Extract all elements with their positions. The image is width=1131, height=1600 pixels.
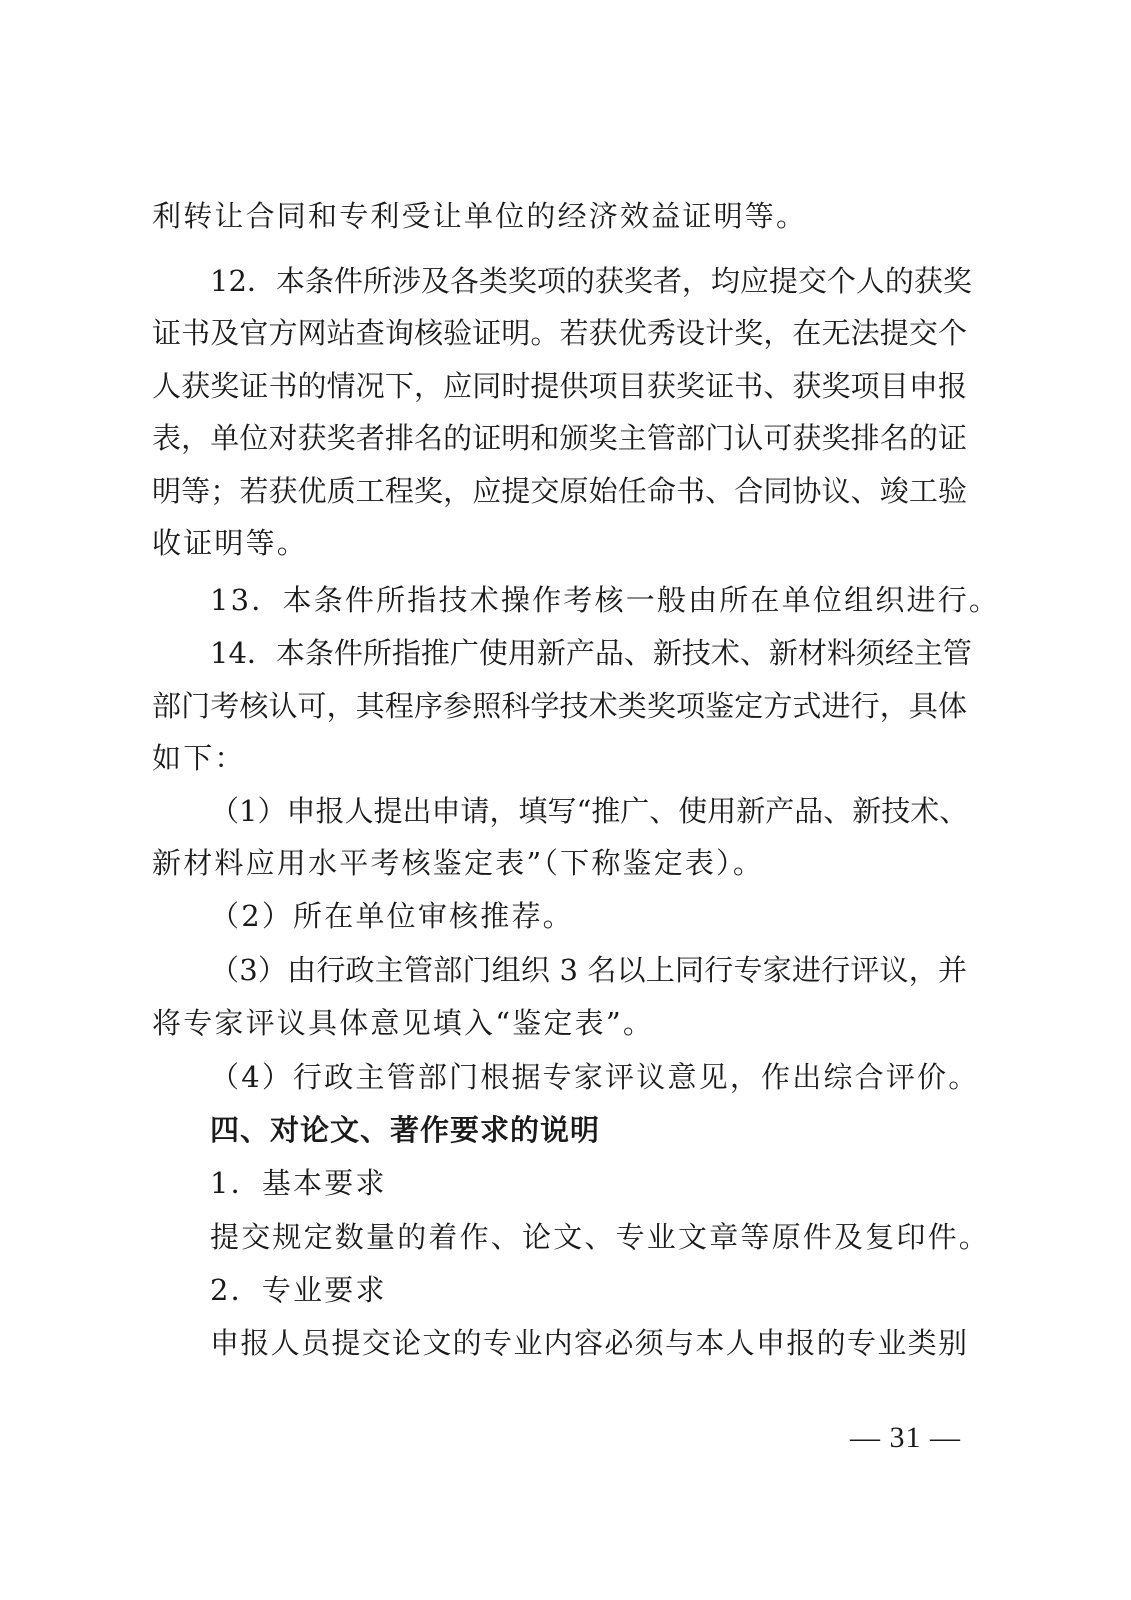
body-line: 证书及官方网站查询核验证明。若获优秀设计奖，在无法提交个 — [152, 316, 967, 350]
body-line: 申报人员提交论文的专业内容必须与本人申报的专业类别 — [210, 1326, 967, 1360]
body-line: 表，单位对获奖者排名的证明和颁奖主管部门认可获奖排名的证 — [152, 421, 967, 455]
subheading-basic-requirements: 1．基本要求 — [210, 1166, 387, 1200]
body-line: 收证明等。 — [152, 526, 309, 560]
sub-item-1-line: （1）申报人提出申请，填写“推广、使用新产品、新技术、 — [210, 794, 969, 828]
body-line: 提交规定数量的着作、论文、专业文章等原件及复印件。 — [210, 1220, 991, 1254]
subheading-professional-requirements: 2．专业要求 — [210, 1273, 387, 1307]
item-13-line: 13．本条件所指技术操作考核一般由所在单位组织进行。 — [210, 583, 1001, 617]
item-12-line: 12．本条件所涉及各类奖项的获奖者，均应提交个人的获奖 — [210, 264, 972, 298]
body-line: 新材料应用水平考核鉴定表”（下称鉴定表）。 — [152, 846, 765, 880]
sub-item-2-line: （2）所在单位审核推荐。 — [210, 899, 574, 933]
body-line: 明等；若获优质工程奖，应提交原始任命书、合同协议、竣工验 — [152, 474, 967, 508]
page-number: — 31 — — [850, 1421, 961, 1454]
sub-item-4-line: （4）行政主管部门根据专家评议意见，作出综合评价。 — [210, 1060, 980, 1094]
body-line: 部门考核认可，其程序参照科学技术类奖项鉴定方式进行，具体 — [152, 689, 967, 723]
sub-item-3-line: （3）由行政主管部门组织 3 名以上同行专家进行评议，并 — [210, 953, 967, 987]
body-line: 如下： — [152, 741, 246, 775]
body-line: 将专家评议具体意见填入“鉴定表”。 — [152, 1006, 655, 1040]
body-line: 人获奖证书的情况下，应同时提供项目获奖证书、获奖项目申报 — [152, 369, 967, 403]
item-14-line: 14．本条件所指推广使用新产品、新技术、新材料须经主管 — [210, 636, 972, 670]
section-heading: 四、对论文、著作要求的说明 — [210, 1113, 601, 1147]
body-line: 利转让合同和专利受让单位的经济效益证明等。 — [152, 199, 808, 233]
